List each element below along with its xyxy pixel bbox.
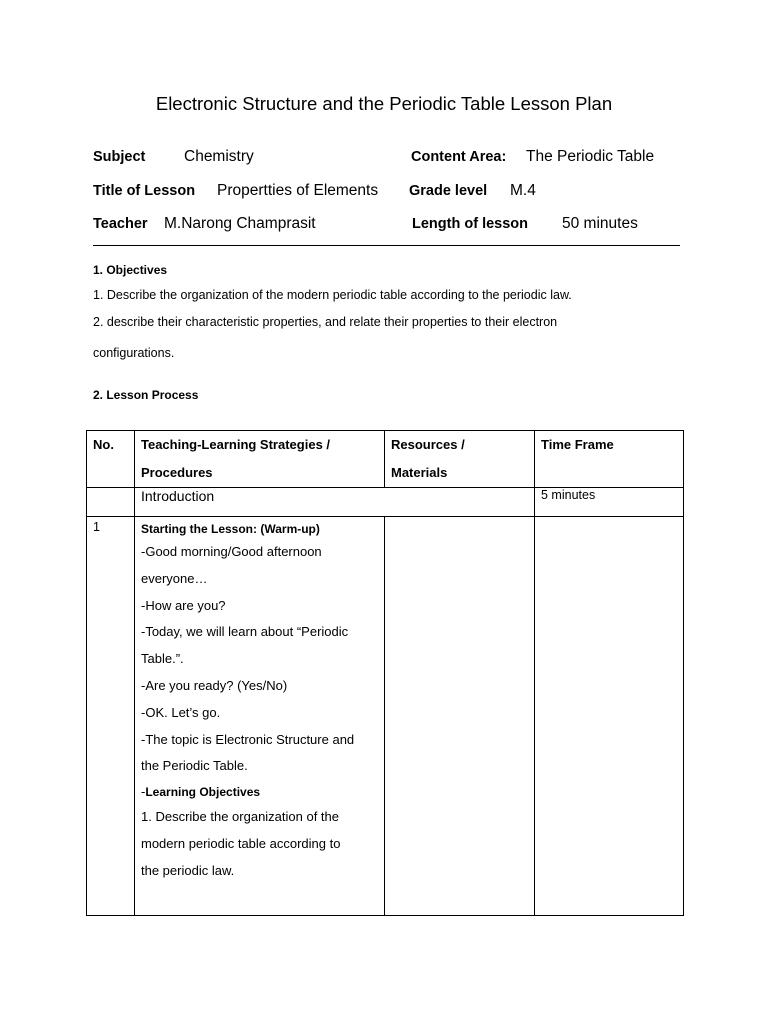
row-strategies-cell <box>135 517 385 916</box>
teacher-value: M.Narong Champrasit <box>164 215 316 232</box>
header-strategies <box>135 431 385 488</box>
learning-objectives-heading <box>141 780 384 804</box>
table-row-introduction <box>87 488 684 517</box>
warmup-line: -Today, we will learn about “Periodic <box>141 624 349 640</box>
header-strategies-line1: Teaching-Learning Strategies / <box>141 437 331 452</box>
page-title: Electronic Structure and the Periodic Table Lesson Plan <box>155 93 613 114</box>
lesson-title-label: Title of Lesson <box>93 183 196 199</box>
intro-label: Introduction <box>135 488 535 517</box>
table-header-row <box>87 431 684 488</box>
table-row <box>87 517 684 916</box>
length-label: Length of lesson <box>412 216 528 232</box>
header-time-text: Time Frame <box>541 437 614 452</box>
row-time-cell <box>535 517 684 916</box>
objective-2-line1: 2. describe their characteristic properties, and relate their properties to their electron <box>93 315 558 329</box>
warmup-line: -Good morning/Good afternoon <box>141 544 322 559</box>
content-area-label: Content Area: <box>411 149 507 165</box>
teacher-label: Teacher <box>93 216 148 232</box>
warmup-line: -The topic is Electronic Structure and <box>141 731 355 747</box>
lesson-title-value: Propertties of Elements <box>217 182 379 199</box>
warmup-line: everyone… <box>141 570 208 586</box>
content-area-value: The Periodic Table <box>526 148 655 165</box>
row-resources-cell <box>385 517 535 916</box>
header-resources-line2: Materials <box>391 465 448 480</box>
row-number: 1 <box>87 517 135 916</box>
learning-objective-line: modern periodic table according to <box>141 835 341 851</box>
objectives-heading: 1. Objectives <box>93 263 168 277</box>
lesson-process-table <box>86 430 684 916</box>
subject-label: Subject <box>93 149 146 165</box>
header-no <box>87 431 135 488</box>
header-resources-line1: Resources / <box>391 437 465 452</box>
learning-objectives-label: Learning Objectives <box>145 785 261 800</box>
warmup-line: Table.”. <box>141 651 184 667</box>
grade-value: M.4 <box>510 182 536 199</box>
objective-2-line2: configurations. <box>93 346 175 360</box>
objective-1: 1. Describe the organization of the modern periodic table according to the periodic law. <box>93 288 572 302</box>
header-resources <box>385 431 535 488</box>
intro-no-cell <box>87 488 135 517</box>
grade-label: Grade level <box>409 183 488 199</box>
header-time <box>535 431 684 488</box>
header-divider <box>93 245 680 246</box>
intro-time: 5 minutes <box>535 488 684 517</box>
lesson-process-heading: 2. Lesson Process <box>93 388 199 402</box>
warmup-heading: Starting the Lesson: (Warm-up) <box>141 522 320 536</box>
length-value: 50 minutes <box>562 215 638 232</box>
warmup-line: -How are you? <box>141 597 226 613</box>
header-strategies-line2: Procedures <box>141 465 213 480</box>
subject-value: Chemistry <box>184 148 254 165</box>
learning-objectives-dash: - <box>141 784 146 800</box>
learning-objective-line: the periodic law. <box>141 862 235 878</box>
warmup-line: -Are you ready? (Yes/No) <box>141 677 288 693</box>
warmup-line: -OK. Let’s go. <box>141 704 221 720</box>
header-no-text: No. <box>93 437 114 452</box>
warmup-line: the Periodic Table. <box>141 758 248 774</box>
learning-objective-line: 1. Describe the organization of the <box>141 809 340 825</box>
